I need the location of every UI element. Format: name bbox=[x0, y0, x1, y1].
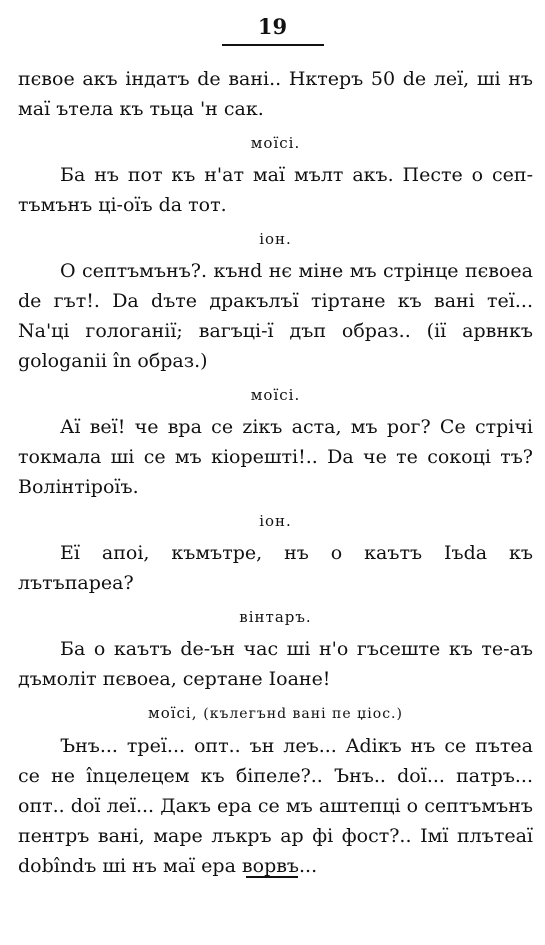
page-number: 19 bbox=[257, 14, 288, 39]
speaker-name bbox=[18, 604, 533, 630]
dialogue-paragraph: Ба о каътъ de-ън час ші н'о гъсеште къ те-аъ дъмоліт пєвоеа, сертане Іоане! bbox=[18, 638, 533, 690]
footer-rule bbox=[246, 876, 298, 878]
speaker-label: іон. bbox=[259, 512, 292, 530]
text-body bbox=[18, 64, 533, 881]
stage-direction: (кълегънd вані пе џіос.) bbox=[203, 706, 403, 722]
speaker-name bbox=[18, 130, 533, 156]
dialogue-paragraph: Еї апоі, къмътре, нъ о каътъ Іъda къ лътъпареа? bbox=[18, 542, 533, 594]
speaker-label: вінтаръ. bbox=[239, 608, 312, 626]
dialogue-paragraph: Ънъ... треї... опт.. ън леъ... Adікъ нъ се пътеа се не înцелецем къ біпеле?.. Ънъ.. doї... патръ... опт.. doї леї... Дакъ ера се мъ аштепці о септъмънъ пентръ вані, маре лъкръ ар фі фост?.. Імї плътеаї dobîndъ ші нъ маї ера ворвъ... bbox=[18, 735, 533, 877]
speaker-name bbox=[18, 508, 533, 534]
speaker-name bbox=[18, 700, 533, 727]
speaker-label: моїсі. bbox=[250, 386, 301, 404]
speaker-label: іон. bbox=[259, 230, 292, 248]
speaker-name bbox=[18, 382, 533, 408]
dialogue-paragraph: О септъмънъ?. кънd нє міне мъ стрінце пєвоеа de гът!. Da dъте дракълъї тіртане къ вані теї... Na'ці гологанії; вагъці-ї дъп образ.. (ії арвнкъ gologanii în образ.) bbox=[18, 260, 533, 372]
header-rule bbox=[222, 44, 324, 46]
speaker-label: моїсі, bbox=[148, 704, 204, 722]
dialogue-paragraph: пєвое акъ індатъ de вані.. Нктеръ 50 de леї, ші нъ маї ътела къ тьца 'н сак. bbox=[18, 68, 533, 120]
speaker-name bbox=[18, 226, 533, 252]
speaker-label: моїсі. bbox=[250, 134, 301, 152]
dialogue-paragraph: Ба нъ пот къ н'ат маї мълт акъ. Песте о септъмънъ ці-оїъ da тот. bbox=[18, 164, 533, 216]
dialogue-paragraph: Аї веї! че вра се zікъ аста, мъ рог? Се стрічі токмала ші се мъ кіорешті!.. Da че те сокоці тъ? Волінтіроїъ. bbox=[18, 416, 533, 498]
